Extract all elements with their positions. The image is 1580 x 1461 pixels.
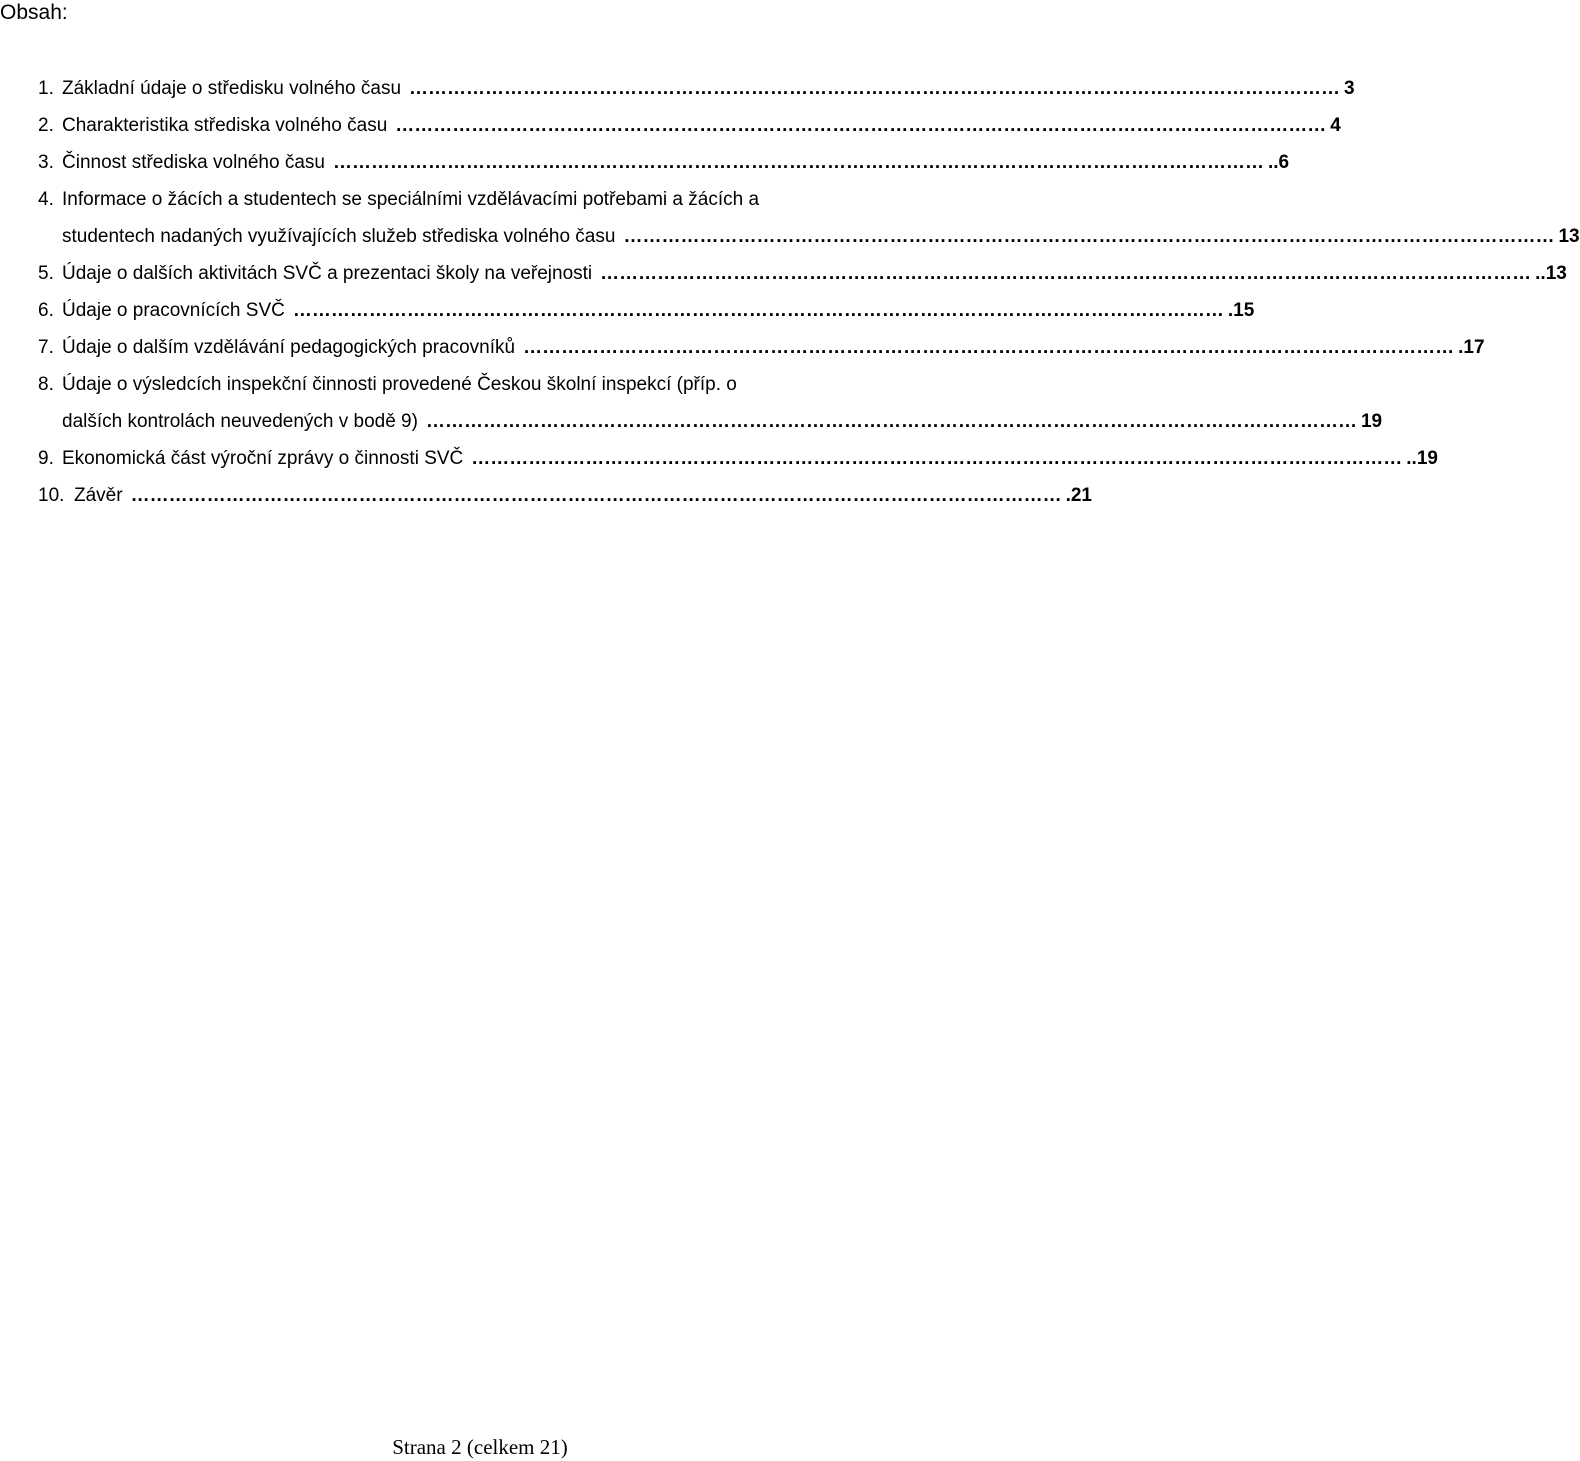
toc-page-number: .17 [1458, 337, 1485, 358]
toc-page-number: 19 [1360, 411, 1383, 432]
toc-item-6[interactable] [38, 297, 1255, 325]
toc-number: 1. [38, 78, 54, 99]
page-heading: Obsah: [0, 1, 68, 24]
toc-label: Údaje o dalších aktivitách SVČ a prezentaci školy na veřejnosti [62, 263, 593, 284]
toc-leader-dots: ………………………………………………………………………………………………………………………………… [130, 485, 1062, 506]
toc-page-number: .21 [1065, 485, 1092, 506]
toc-page-number: ..6 [1267, 152, 1290, 173]
toc-leader-dots: ………………………………………………………………………………………………………………………………… [409, 78, 1341, 99]
toc-item-1[interactable] [38, 75, 1355, 103]
toc-item-4[interactable] [38, 186, 951, 214]
toc-leader-dots: ………………………………………………………………………………………………………………………………… [292, 300, 1224, 321]
toc-item-5[interactable] [38, 260, 1567, 288]
toc-item-9[interactable] [38, 445, 1438, 473]
toc-label: Ekonomická část výroční zprávy o činnosti SVČ [62, 448, 464, 469]
toc-label: Informace o žácích a studentech se speciálními vzdělávacími potřebami a žácích a [62, 189, 760, 210]
toc-label: Činnost střediska volného času [62, 152, 325, 173]
toc-label: Údaje o pracovnících SVČ [62, 300, 285, 321]
toc-number: 7. [38, 337, 54, 358]
toc-leader-dots: ………………………………………………………………………………………………………………………………… [523, 337, 1455, 358]
toc-leader-dots: ………………………………………………………………………………………………………………………………… [425, 411, 1357, 432]
toc-page-number: .15 [1227, 300, 1255, 321]
toc-page-number: 13 [1558, 226, 1580, 247]
toc-leader-dots: ………………………………………………………………………………………………………………………………… [623, 226, 1555, 247]
toc-number: 4. [38, 189, 54, 210]
toc-page-number: ..13 [1535, 263, 1567, 284]
toc-label: Údaje o dalším vzdělávání pedagogických pracovníků [62, 337, 516, 358]
toc-label-continued: dalších kontrolách neuvedených v bodě 9) [62, 411, 418, 432]
page-footer: Strana 2 (celkem 21) [392, 1435, 568, 1459]
toc-item-8[interactable] [38, 371, 951, 399]
toc-number: 2. [38, 115, 54, 136]
toc-number: 3. [38, 152, 54, 173]
toc-label: Závěr [74, 485, 123, 506]
toc-number: 6. [38, 300, 54, 321]
table-of-contents [38, 75, 1580, 519]
toc-leader-dots: ………………………………………………………………………………………………………………………………… [395, 115, 1327, 136]
toc-label: Charakteristika střediska volného času [62, 115, 388, 136]
toc-item-2[interactable] [38, 112, 1341, 140]
toc-page-number: 4 [1330, 115, 1341, 136]
toc-leader-dots: ………………………………………………………………………………………………………………………………… [471, 448, 1403, 469]
toc-leader-dots: ………………………………………………………………………………………………………………………………… [600, 263, 1532, 284]
toc-item-8-continued[interactable] [38, 408, 1383, 436]
toc-page-number: 3 [1344, 78, 1355, 99]
toc-label: Údaje o výsledcích inspekční činnosti provedené Českou školní inspekcí (příp. o [62, 374, 737, 395]
toc-label: Základní údaje o středisku volného času [62, 78, 402, 99]
toc-page-number: ..19 [1406, 448, 1438, 469]
toc-number: 5. [38, 263, 54, 284]
toc-item-10[interactable] [38, 482, 1092, 510]
toc-item-4-continued[interactable] [38, 223, 1580, 251]
toc-item-3[interactable] [38, 149, 1290, 177]
toc-number: 9. [38, 448, 54, 469]
toc-number: 8. [38, 374, 54, 395]
toc-number: 10. [38, 485, 65, 506]
toc-label-continued: studentech nadaných využívajících služeb střediska volného času [62, 226, 616, 247]
toc-leader-dots: ………………………………………………………………………………………………………………………………… [332, 152, 1264, 173]
toc-item-7[interactable] [38, 334, 1485, 362]
